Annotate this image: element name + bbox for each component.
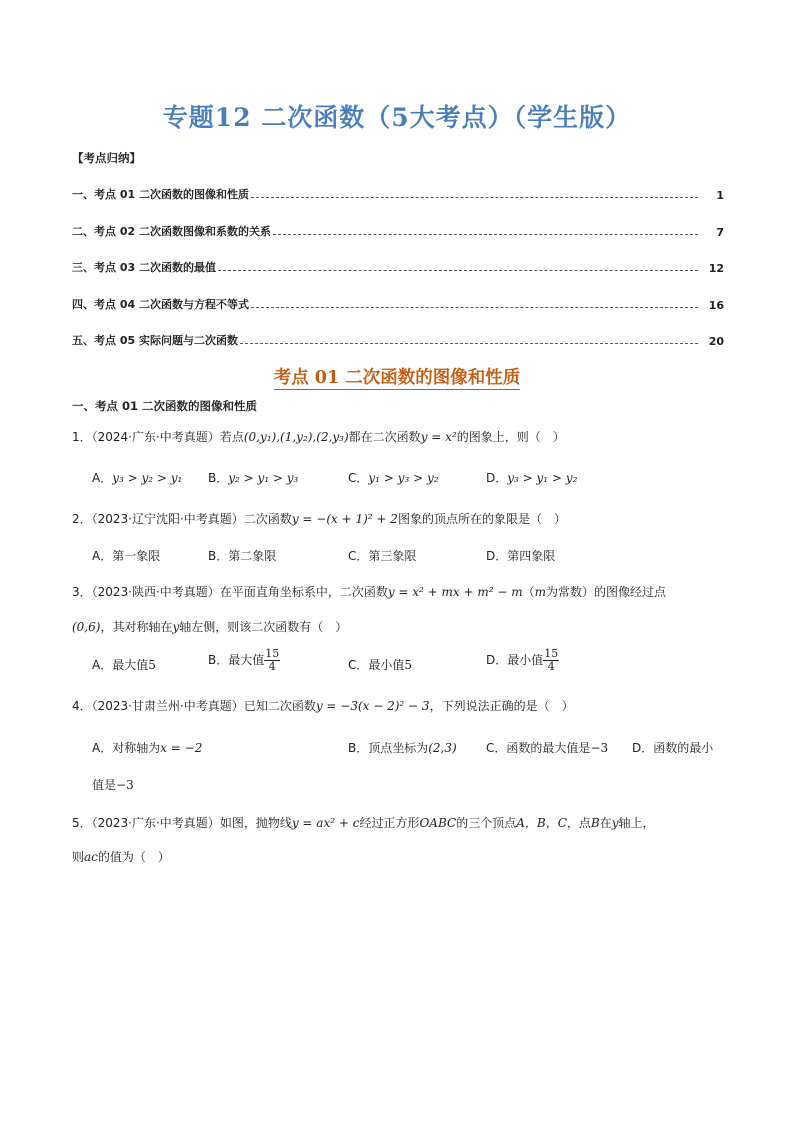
question-number: 4． [72, 699, 92, 713]
question-text: 已知二次函数 [243, 699, 316, 713]
fraction: $\frac{15}{4}$ [544, 647, 559, 673]
question-source: （2023·陕西·中考真题） [91, 585, 220, 599]
question-5 [72, 814, 728, 832]
math-point: (0,6) [72, 620, 101, 634]
toc-page-number: 16 [708, 299, 724, 312]
toc-entry-2[interactable] [72, 223, 724, 239]
option-a[interactable]: A．y₃ > y₂ > y₁ [92, 471, 183, 485]
option-c[interactable]: C．函数的最大值是−3 [486, 741, 609, 755]
toc-page-number: 1 [716, 189, 724, 202]
question-source: （2023·辽宁沈阳·中考真题） [91, 512, 244, 526]
option-c[interactable]: C．最小值5 [348, 658, 413, 672]
question-source: （2023·广东·中考真题） [91, 816, 220, 830]
document-title: 专题12 二次函数（5大考点）（学生版） [162, 103, 632, 132]
question-number: 5． [72, 816, 92, 830]
question-text: 若点 [219, 430, 244, 444]
math-points: A，B，C [516, 816, 567, 830]
question-5-line-2 [72, 848, 728, 866]
toc-leader-dots [240, 342, 698, 344]
option-d[interactable]: D．函数的最小 [632, 741, 714, 755]
math-var: y [172, 620, 180, 634]
question-number: 2． [72, 512, 92, 526]
question-text: 图象的顶点所在的象限是（ ） [397, 512, 566, 526]
toc-entry-3[interactable] [72, 259, 724, 275]
toc-entry-label: 三、考点 03 二次函数的最值 [72, 261, 216, 274]
math-function: y = x² [420, 430, 457, 444]
question-text: 如图，抛物线 [219, 816, 292, 830]
option-a[interactable]: A．最大值5 [92, 658, 156, 672]
question-text: 为常数）的图像经过点 [546, 585, 667, 599]
toc-leader-dots [251, 306, 698, 308]
question-4 [72, 697, 728, 715]
math-var: ac [84, 850, 98, 864]
math-var: y [611, 816, 619, 830]
question-text: ，其对称轴在 [100, 620, 173, 634]
question-text: 在平面直角坐标系中，二次函数 [219, 585, 388, 599]
question-text: 在 [599, 816, 612, 830]
question-text: 都在二次函数 [348, 430, 421, 444]
toc-page-number: 7 [716, 226, 724, 239]
question-1 [72, 428, 728, 446]
question-text: 轴左侧，则该二次函数有（ ） [179, 620, 348, 634]
question-text: 轴上， [618, 816, 655, 830]
question-source: （2024·广东·中考真题） [91, 430, 220, 444]
toc-entry-label: 二、考点 02 二次函数图像和系数的关系 [72, 225, 271, 238]
toc-leader-dots [218, 269, 698, 271]
question-3 [72, 583, 728, 601]
question-text: ，点 [566, 816, 591, 830]
toc-leader-dots [251, 196, 698, 198]
question-text: 二次函数 [243, 512, 292, 526]
toc-entry-label: 五、考点 05 实际问题与二次函数 [72, 334, 238, 347]
option-b[interactable]: B．最大值 $\frac{15}{4}$ [208, 647, 280, 673]
toc-page-number: 20 [708, 335, 724, 348]
question-number: 1． [72, 430, 92, 444]
question-text: 经过正方形 [359, 816, 420, 830]
sub-heading: 一、考点 01 二次函数的图像和性质 [72, 399, 258, 413]
math-function: y = x² + mx + m² − m [387, 585, 523, 599]
toc-entry-label: 四、考点 04 二次函数与方程不等式 [72, 298, 249, 311]
question-source: （2023·甘肃兰州·中考真题） [91, 699, 244, 713]
math-shape: OABC [419, 816, 457, 830]
toc-entry-1[interactable] [72, 186, 724, 202]
option-c[interactable]: C．y₁ > y₃ > y₂ [348, 471, 439, 485]
question-text: 的图象上，则（ ） [456, 430, 565, 444]
option-c[interactable]: C．第三象限 [348, 549, 417, 563]
math-points: (0,y₁),(1,y₂),(2,y₃) [243, 430, 349, 444]
toc-leader-dots [273, 233, 698, 235]
question-4-option-d-cont: 值是−3 [92, 778, 134, 792]
math-function: y = −3(x − 2)² − 3 [315, 699, 430, 713]
option-d[interactable]: D．y₃ > y₁ > y₂ [486, 471, 578, 485]
question-text: 的三个顶点 [456, 816, 517, 830]
question-text: （ [522, 585, 535, 599]
math-var: B [590, 816, 600, 830]
math-function: y = −(x + 1)² + 2 [291, 512, 398, 526]
fraction: $\frac{15}{4}$ [265, 647, 280, 673]
question-text: ，下列说法正确的是（ ） [429, 699, 574, 713]
option-d[interactable]: D．第四象限 [486, 549, 556, 563]
question-2 [72, 510, 728, 528]
question-3-line-2 [72, 618, 728, 636]
section-heading-text: 考点 01 二次函数的图像和性质 [273, 368, 521, 388]
option-a[interactable]: A．第一象限 [92, 549, 161, 563]
math-function: y = ax² + c [291, 816, 360, 830]
summary-label: 【考点归纳】 [72, 151, 141, 165]
math-var: m [534, 585, 547, 599]
option-d[interactable]: D．最小值 $\frac{15}{4}$ [486, 647, 559, 673]
option-a[interactable]: A．对称轴为x = −2 [92, 741, 203, 755]
question-number: 3． [72, 585, 92, 599]
section-heading [0, 364, 794, 389]
question-text: 则 [72, 850, 85, 864]
toc-entry-label: 一、考点 01 二次函数的图像和性质 [72, 188, 249, 201]
toc-page-number: 12 [708, 262, 724, 275]
option-b[interactable]: B．第二象限 [208, 549, 277, 563]
option-b[interactable]: B．y₂ > y₁ > y₃ [208, 471, 299, 485]
toc-entry-5[interactable] [72, 332, 724, 348]
option-b[interactable]: B．顶点坐标为(2,3) [348, 741, 457, 755]
toc-entry-4[interactable] [72, 296, 724, 312]
question-text: 的值为（ ） [97, 850, 170, 864]
